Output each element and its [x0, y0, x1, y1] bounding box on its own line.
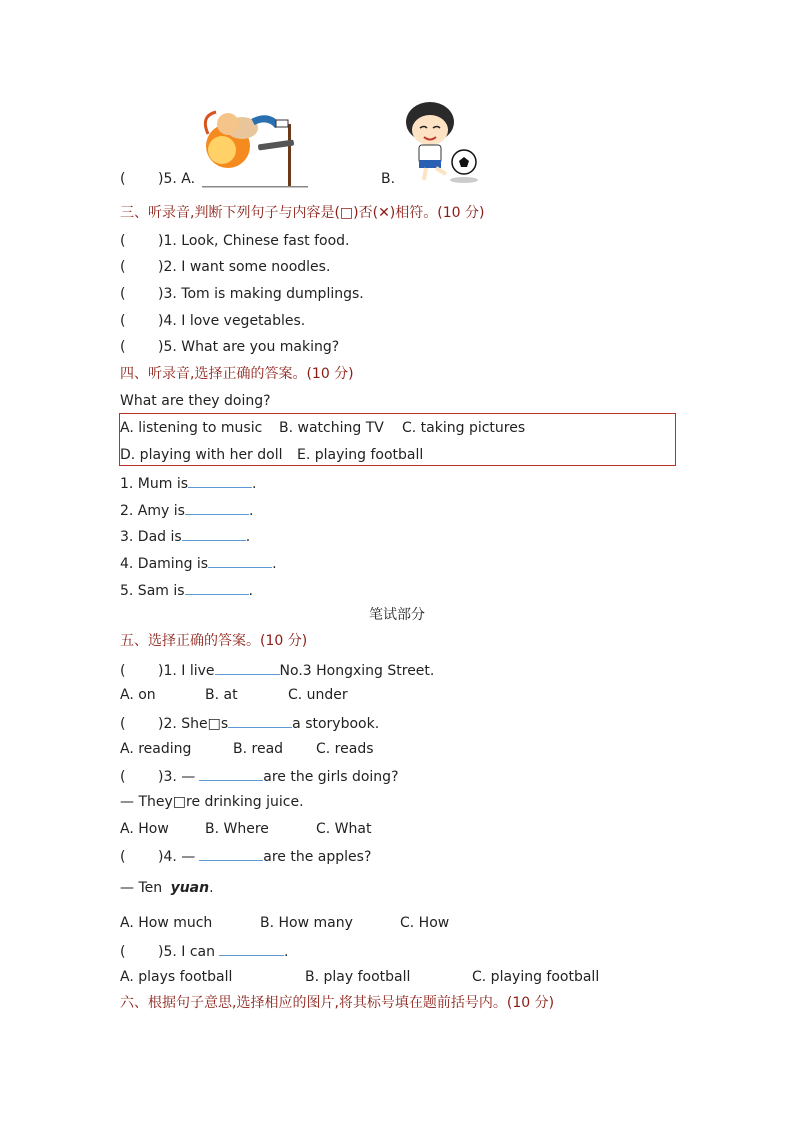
answer-blank[interactable] — [185, 580, 249, 595]
item-prefix: 1. Mum is — [120, 476, 189, 492]
choice-q3 — [120, 766, 399, 786]
item-prefix: 4. Daming is — [120, 556, 209, 572]
item-suffix: . — [245, 529, 251, 545]
q2-option-a: A. reading — [120, 741, 192, 757]
section-4-heading: 四、听录音,选择正确的答案。(10 分) — [120, 366, 354, 382]
item-suffix: . — [248, 583, 253, 599]
q-suffix: are the girls doing? — [263, 769, 399, 785]
answer-blank[interactable] — [199, 766, 263, 781]
q5-option-b: B. play football — [305, 969, 411, 985]
question-number: )5. A. — [158, 171, 196, 187]
answer-blank[interactable] — [188, 473, 252, 488]
answer-paren[interactable]: ( — [120, 849, 126, 865]
q4-reply — [120, 879, 214, 897]
choice-q5 — [120, 941, 288, 961]
option-c: C. taking pictures — [402, 420, 526, 436]
judge-item-2 — [120, 258, 330, 276]
q4-option-c: C. How — [400, 915, 450, 931]
q3-option-c: C. What — [316, 821, 372, 837]
choice-q2 — [120, 713, 379, 733]
fill-item-3 — [120, 526, 250, 546]
reply-text: — Ten — [120, 880, 163, 896]
answer-paren[interactable]: ( — [120, 339, 126, 355]
high-jump-illustration — [198, 104, 308, 188]
judge-item-4 — [120, 312, 305, 330]
answer-paren[interactable]: ( — [120, 944, 126, 960]
answer-paren[interactable]: ( — [120, 259, 126, 275]
q-suffix: No.3 Hongxing Street. — [279, 663, 435, 679]
answer-blank[interactable] — [228, 713, 292, 728]
answer-paren[interactable]: ( — [120, 233, 126, 249]
item-text: )5. What are you making? — [158, 339, 340, 355]
section-6-heading: 六、根据句子意思,选择相应的图片,将其标号填在题前括号内。(10 分) — [120, 995, 555, 1011]
q-prefix: )5. I can — [158, 944, 215, 960]
item-text: )2. I want some noodles. — [158, 259, 331, 275]
q3-reply: — They□re drinking juice. — [120, 794, 304, 810]
q5-option-c: C. playing football — [472, 969, 600, 985]
answer-blank[interactable] — [182, 526, 246, 541]
q-suffix: . — [284, 944, 289, 960]
q1-option-b: B. at — [205, 687, 238, 703]
item-text: )3. Tom is making dumplings. — [158, 286, 364, 302]
option-a: A. listening to music — [120, 420, 263, 436]
section-4-question: What are they doing? — [120, 393, 271, 409]
fill-item-4 — [120, 553, 277, 573]
q4-option-a: A. How much — [120, 915, 213, 931]
q-prefix: )1. I live — [158, 663, 215, 679]
answer-paren[interactable]: ( — [120, 313, 126, 329]
reply-unit: yuan — [170, 880, 210, 896]
choice-q4 — [120, 846, 371, 866]
answer-paren[interactable]: ( — [120, 663, 126, 679]
answer-paren[interactable]: ( — [120, 286, 126, 302]
q-suffix: are the apples? — [263, 849, 372, 865]
q4-option-b: B. How many — [260, 915, 353, 931]
item-suffix: . — [252, 476, 257, 492]
item-text: )1. Look, Chinese fast food. — [158, 233, 350, 249]
answer-blank[interactable] — [219, 941, 284, 956]
q-prefix: )2. She□s — [158, 716, 229, 732]
boy-kicking-football-illustration — [400, 100, 482, 186]
fill-item-1 — [120, 473, 256, 493]
q2-option-c: C. reads — [316, 741, 374, 757]
judge-item-5 — [120, 338, 339, 356]
item-prefix: 5. Sam is — [120, 583, 185, 599]
section-3-heading: 三、听录音,判断下列句子与内容是(□)否(✕)相符。(10 分) — [120, 205, 485, 221]
option-b: B. watching TV — [279, 420, 384, 436]
answer-blank[interactable] — [199, 846, 263, 861]
judge-item-3 — [120, 285, 364, 303]
answer-blank[interactable] — [185, 500, 249, 515]
q5-option-a: A. plays football — [120, 969, 233, 985]
q1-option-c: C. under — [288, 687, 348, 703]
q3-option-b: B. Where — [205, 821, 269, 837]
fill-item-5 — [120, 580, 253, 600]
item-text: )4. I love vegetables. — [158, 313, 306, 329]
judge-item-1 — [120, 232, 349, 250]
option-b-label: B. — [381, 171, 396, 187]
written-part-title: 笔试部分 — [369, 607, 425, 623]
section-5-heading: 五、选择正确的答案。(10 分) — [120, 633, 308, 649]
picture-question-row — [120, 170, 195, 188]
q-prefix: )3. — — [158, 769, 196, 785]
q2-option-b: B. read — [233, 741, 284, 757]
item-prefix: 3. Dad is — [120, 529, 182, 545]
q1-option-a: A. on — [120, 687, 156, 703]
option-d: D. playing with her doll — [120, 447, 283, 463]
item-suffix: . — [248, 503, 254, 519]
fill-item-2 — [120, 500, 253, 520]
answer-paren[interactable]: ( — [120, 171, 126, 187]
answer-blank[interactable] — [215, 660, 280, 675]
q3-option-a: A. How — [120, 821, 169, 837]
item-suffix: . — [272, 556, 277, 572]
reply-period: . — [209, 880, 214, 896]
choice-q1 — [120, 660, 434, 680]
q-prefix: )4. — — [158, 849, 196, 865]
answer-paren[interactable]: ( — [120, 716, 126, 732]
answer-paren[interactable]: ( — [120, 769, 126, 785]
answer-blank[interactable] — [208, 553, 272, 568]
q-suffix: a storybook. — [292, 716, 380, 732]
option-e: E. playing football — [297, 447, 424, 463]
item-prefix: 2. Amy is — [120, 503, 185, 519]
